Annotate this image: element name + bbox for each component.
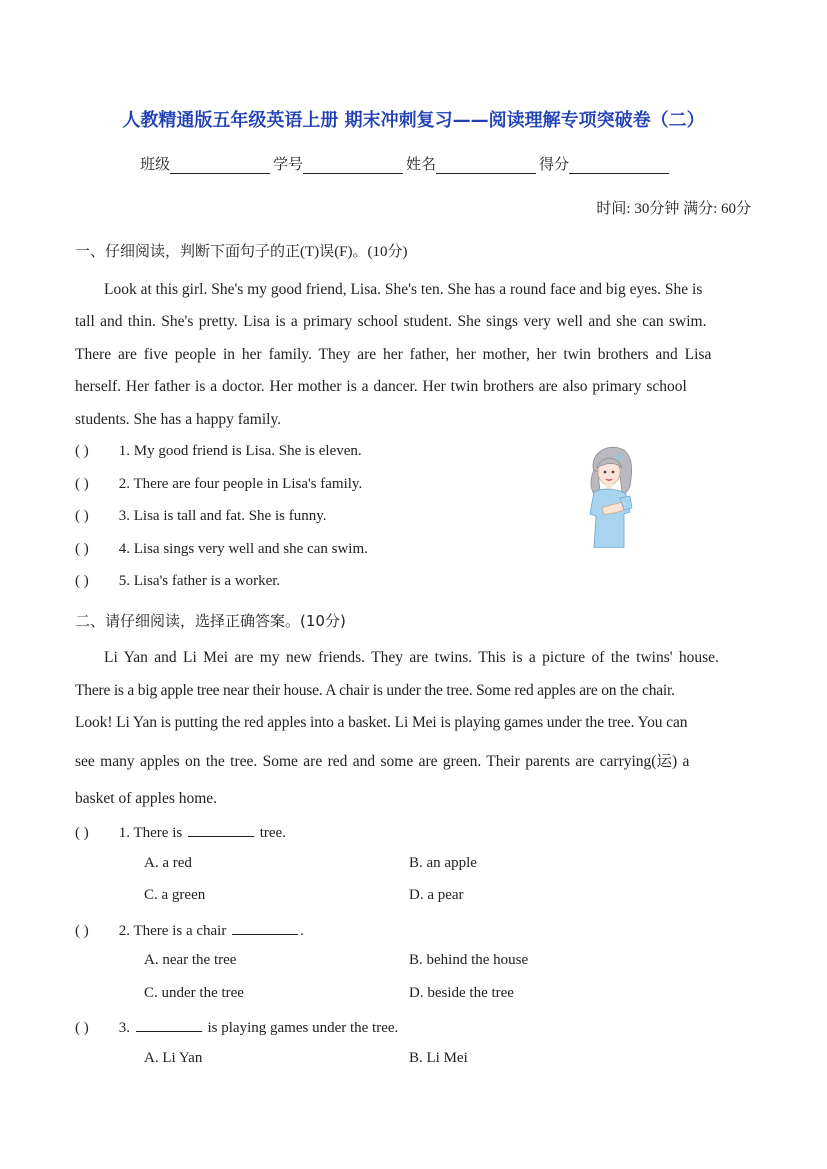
section2-passage-line-5: basket of apples home. <box>75 790 218 807</box>
question-text-pre: 2. There is a chair <box>118 923 227 939</box>
question-text-pre: 3. <box>118 1020 130 1036</box>
class-blank[interactable] <box>170 155 270 174</box>
s1-question-3 <box>75 508 327 525</box>
s2-q2-option-d[interactable]: D. beside the tree <box>409 985 514 1001</box>
question-text-post: is playing games under the tree. <box>207 1020 399 1036</box>
fill-blank[interactable] <box>232 920 298 935</box>
score-label: 得分 <box>539 155 570 173</box>
s2-q2-option-b[interactable]: B. behind the house <box>409 952 529 968</box>
girl-illustration <box>580 442 640 548</box>
girl-eye-right <box>612 471 615 474</box>
answer-paren[interactable]: ( ) <box>75 476 89 492</box>
score-blank[interactable] <box>569 155 669 174</box>
question-text-post: . <box>300 923 304 939</box>
section1-passage-line-5: students. She has a happy family. <box>75 411 282 428</box>
s2-q2-option-c[interactable]: C. under the tree <box>144 985 244 1001</box>
s2-q3-option-b[interactable]: B. Li Mei <box>409 1050 468 1066</box>
s2-q2-option-a[interactable]: A. near the tree <box>144 952 237 968</box>
question-text: 3. Lisa is tall and fat. She is funny. <box>118 508 327 524</box>
time-score-meta: 时间: 30分钟 满分: 60分 <box>596 201 751 217</box>
class-label: 班级 <box>140 155 171 173</box>
section2-passage-line-4: see many apples on the tree. Some are red and some are green. Their parents are carrying(运) a <box>75 753 690 770</box>
s1-question-2 <box>75 476 362 493</box>
section1-heading-t: (T) <box>300 244 320 260</box>
section1-heading-f: (F)。(10分) <box>334 244 408 260</box>
section1-passage-line-2: tall and thin. She's pretty. Lisa is a primary school student. She sings very well and she can swim. <box>75 313 707 330</box>
s1-question-4 <box>75 541 368 558</box>
section1-heading-prefix: 一、仔细阅读，判断下面句子的正 <box>75 242 301 260</box>
question-text: 2. There are four people in Lisa's family. <box>118 476 363 492</box>
answer-paren[interactable]: ( ) <box>75 825 89 841</box>
s2-question-2 <box>75 920 304 940</box>
id-label: 学号 <box>273 155 304 173</box>
name-label: 姓名 <box>406 155 437 173</box>
section2-passage-line-1: Li Yan and Li Mei are my new friends. They are twins. This is a picture of the twins' house. <box>104 649 719 666</box>
answer-paren[interactable]: ( ) <box>75 573 89 589</box>
s1-question-5 <box>75 573 280 590</box>
s1-question-1 <box>75 443 362 460</box>
question-text: 1. My good friend is Lisa. She is eleven. <box>118 443 362 459</box>
section1-passage-line-1: Look at this girl. She's my good friend, Lisa. She's ten. She has a round face and big eyes. She is <box>104 281 703 298</box>
section1-passage-line-3: There are five people in her family. They are her father, her mother, her twin brothers and Lisa <box>75 346 712 363</box>
girl-hairclip <box>617 455 622 460</box>
id-blank[interactable] <box>303 155 403 174</box>
answer-paren[interactable]: ( ) <box>75 508 89 524</box>
section1-passage-line-4: herself. Her father is a doctor. Her mother is a dancer. Her twin brothers are also primary school <box>75 378 687 395</box>
girl-mouth <box>606 479 612 481</box>
s2-question-1 <box>75 822 286 842</box>
fill-blank[interactable] <box>136 1017 202 1032</box>
section1-heading <box>75 240 408 261</box>
question-text-pre: 1. There is <box>118 825 183 841</box>
answer-paren[interactable]: ( ) <box>75 541 89 557</box>
s2-q3-option-a[interactable]: A. Li Yan <box>144 1050 203 1066</box>
fill-blank[interactable] <box>188 822 254 837</box>
s2-q1-option-d[interactable]: D. a pear <box>409 887 464 903</box>
s2-q1-option-a[interactable]: A. a red <box>144 855 192 871</box>
answer-paren[interactable]: ( ) <box>75 1020 89 1036</box>
s2-q1-option-c[interactable]: C. a green <box>144 887 206 903</box>
s2-q1-option-b[interactable]: B. an apple <box>409 855 477 871</box>
section2-passage-line-3: Look! Li Yan is putting the red apples into a basket. Li Mei is playing games under the tree. You can <box>75 714 688 731</box>
answer-paren[interactable]: ( ) <box>75 923 89 939</box>
section1-heading-mid: 误 <box>319 242 335 260</box>
name-blank[interactable] <box>436 155 536 174</box>
section2-heading: 二、请仔细阅读，选择正确答案。(10分) <box>75 612 346 630</box>
section2-passage-line-2: There is a big apple tree near their house. A chair is under the tree. Some red apples are on the chair. <box>75 682 675 699</box>
student-info-row <box>140 153 672 174</box>
girl-eye-left <box>604 471 607 474</box>
question-text: 4. Lisa sings very well and she can swim. <box>118 541 368 557</box>
answer-paren[interactable]: ( ) <box>75 443 89 459</box>
page-title: 人教精通版五年级英语上册 期末冲刺复习——阅读理解专项突破卷（二） <box>122 110 705 131</box>
s2-question-3 <box>75 1017 398 1037</box>
question-text: 5. Lisa's father is a worker. <box>118 573 281 589</box>
question-text-post: tree. <box>259 825 286 841</box>
